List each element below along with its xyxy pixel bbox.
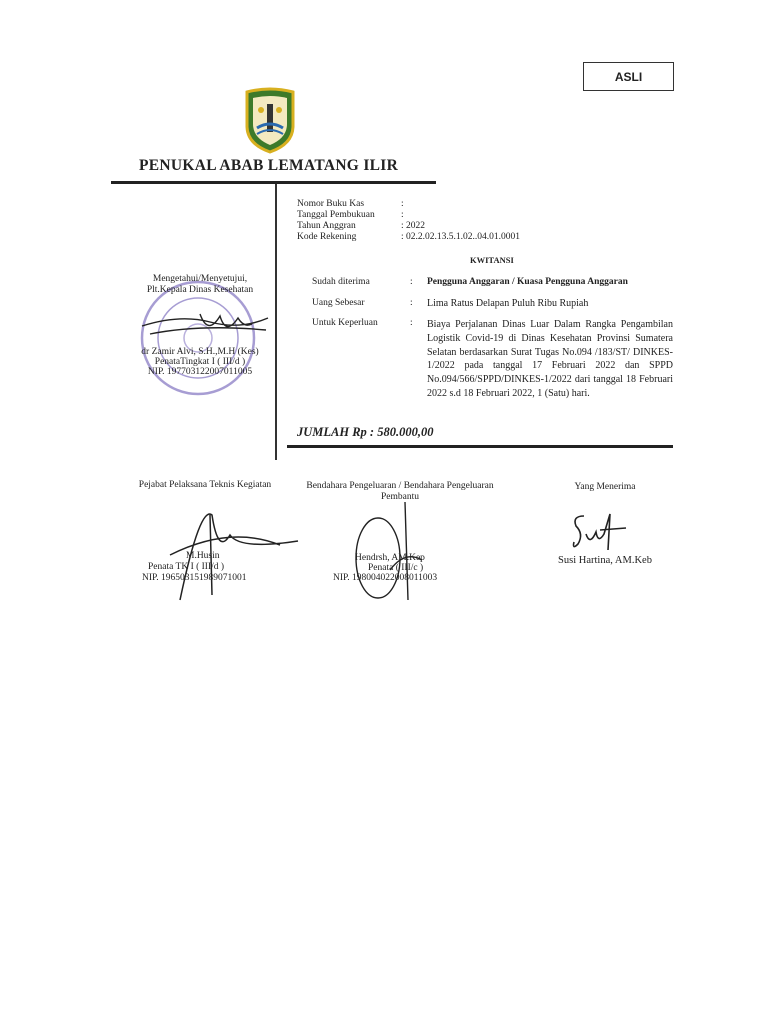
meta-value: 2022 xyxy=(406,221,425,231)
meta-colon: : xyxy=(401,199,404,209)
total-rule xyxy=(287,445,673,448)
signatory-role: Bendahara Pengeluaran / Bendahara Pengeluaran Pembantu xyxy=(306,481,494,502)
meta-label: Nomor Buku Kas xyxy=(297,199,365,209)
vertical-divider xyxy=(275,184,277,460)
received-label: Sudah diterima xyxy=(312,277,370,287)
purpose-label: Untuk Keperluan xyxy=(312,318,378,328)
meta-value: 02.2.02.13.5.1.02..04.01.0001 xyxy=(406,232,520,242)
regency-logo-icon xyxy=(243,86,297,154)
signatory-role: Yang Menerima xyxy=(574,482,636,492)
signatory-nip: NIP. 196503151989071001 xyxy=(142,573,247,583)
received-colon: : xyxy=(410,277,413,287)
organization-name: PENUKAL ABAB LEMATANG ILIR xyxy=(139,157,399,174)
approver-nip: NIP. 197703122007011005 xyxy=(147,367,253,377)
approver-line1: Mengetahui/Menyetujui, xyxy=(152,274,248,284)
recipient-signature-icon xyxy=(570,510,630,555)
purpose-colon: : xyxy=(410,318,413,328)
header-rule xyxy=(111,181,436,184)
approver-rank: PenataTingkat I ( III/d ) xyxy=(154,357,246,367)
amount-words-value: Lima Ratus Delapan Puluh Ribu Rupiah xyxy=(427,298,589,309)
approver-signature-icon xyxy=(140,306,270,346)
purpose-value: Biaya Perjalanan Dinas Luar Dalam Rangka Pengambilan Logistik Covid-19 di Dinas Kesehatan Provinsi Sumatera Selatan berdasarkan Surat Tugas No.094 /183/ST/ DINKES-1/2022 pada tanggal 17 Februari 2022 dan SPPD No.094/566/SPPD/DINKES-1/2022 dari tanggal 18 Februari 2022 s.d 18 Februari 2022, 1 (Satu) hari. xyxy=(427,319,673,399)
approver-line2: Plt.Kepala Dinas Kesehatan xyxy=(146,285,254,295)
signatory-rank: Penata ( III/c ) xyxy=(368,563,424,573)
amount-label: Uang Sebesar xyxy=(312,298,365,308)
signatory-name: M.Husin xyxy=(186,551,220,561)
signatory-name: Hendrsh, AM.Kep xyxy=(355,553,425,563)
meta-label: Tanggal Pembukuan xyxy=(297,210,375,220)
meta-label: Kode Rekening xyxy=(297,232,357,242)
asli-badge: ASLI xyxy=(583,62,674,91)
signatory-role: Pejabat Pelaksana Teknis Kegiatan xyxy=(138,480,272,490)
amount-colon: : xyxy=(410,298,413,308)
signatory-rank: Penata TK I ( III/d ) xyxy=(148,562,225,572)
signatory-nip: NIP. 198004022008011003 xyxy=(333,573,438,583)
signatory-name: Susi Hartina, AM.Keb xyxy=(558,555,652,566)
meta-colon: : xyxy=(401,232,404,242)
document-title: KWITANSI xyxy=(470,255,514,265)
signatory-1-signature-icon xyxy=(170,495,300,605)
meta-colon: : xyxy=(401,221,404,231)
meta-colon: : xyxy=(401,210,404,220)
total-amount: JUMLAH Rp : 580.000,00 xyxy=(297,425,434,439)
received-value: Pengguna Anggaran / Kuasa Pengguna Anggaran xyxy=(427,277,628,287)
meta-label: Tahun Anggran xyxy=(297,221,356,231)
approver-name: dr Zamir Alvi, S.H.,M.H (Kes) xyxy=(141,347,259,357)
